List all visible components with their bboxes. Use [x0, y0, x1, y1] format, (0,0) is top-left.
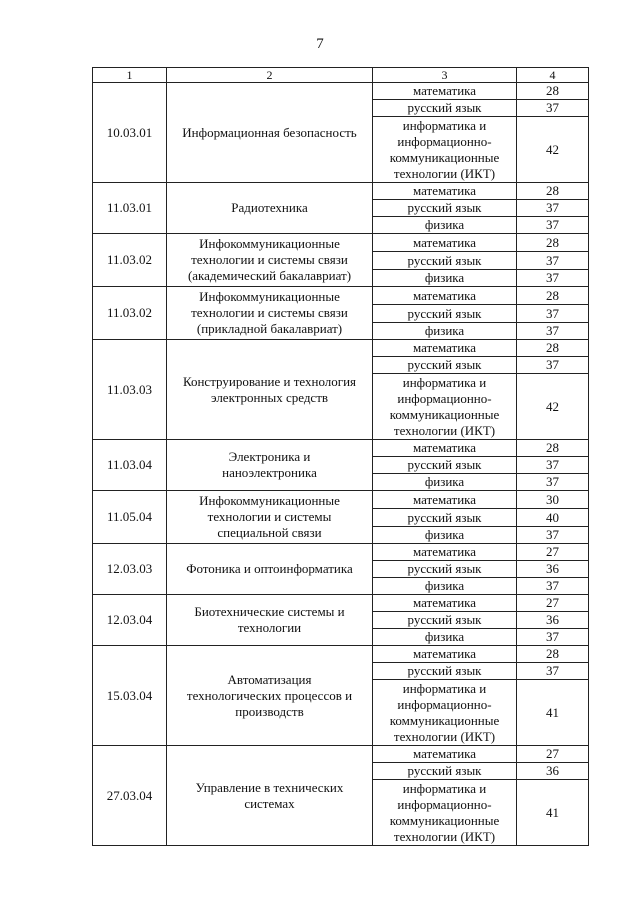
program-code: 10.03.01 — [93, 83, 167, 183]
min-score: 37 — [517, 100, 589, 117]
subject-name: русский язык — [373, 612, 517, 629]
program-name: Инфокоммуникационные технологии и системы связи (прикладной бакалавриат) — [167, 287, 373, 340]
header-col-2: 2 — [167, 68, 373, 83]
table-row — [93, 491, 589, 509]
program-name: Управление в технических системах — [167, 746, 373, 846]
subject-name: математика — [373, 440, 517, 457]
min-score: 27 — [517, 544, 589, 561]
subject-name: русский язык — [373, 457, 517, 474]
subject-name: физика — [373, 527, 517, 544]
table-row — [93, 83, 589, 100]
min-score: 28 — [517, 234, 589, 252]
min-score: 37 — [517, 200, 589, 217]
program-code: 11.03.02 — [93, 287, 167, 340]
page-number: 7 — [316, 36, 324, 52]
program-code: 11.03.03 — [93, 340, 167, 440]
min-score: 36 — [517, 763, 589, 780]
min-score: 37 — [517, 629, 589, 646]
table-row — [93, 340, 589, 357]
min-score: 37 — [517, 457, 589, 474]
min-score: 36 — [517, 561, 589, 578]
min-score: 42 — [517, 374, 589, 440]
min-score: 30 — [517, 491, 589, 509]
table-row — [93, 746, 589, 763]
subject-name: русский язык — [373, 561, 517, 578]
min-score: 28 — [517, 440, 589, 457]
program-code: 12.03.04 — [93, 595, 167, 646]
program-name: Информационная безопасность — [167, 83, 373, 183]
subject-name: русский язык — [373, 252, 517, 270]
min-score: 42 — [517, 117, 589, 183]
min-score: 37 — [517, 357, 589, 374]
subject-name: русский язык — [373, 200, 517, 217]
min-score: 28 — [517, 83, 589, 100]
table-row — [93, 544, 589, 561]
min-score: 37 — [517, 527, 589, 544]
min-score: 37 — [517, 663, 589, 680]
subject-name: математика — [373, 183, 517, 200]
min-score: 41 — [517, 780, 589, 846]
subject-name: информатика и информационно-коммуникационные технологии (ИКТ) — [373, 680, 517, 746]
subject-name: физика — [373, 323, 517, 340]
subject-name: математика — [373, 491, 517, 509]
min-score: 37 — [517, 217, 589, 234]
table-body — [93, 68, 589, 846]
min-score: 28 — [517, 183, 589, 200]
program-name: Биотехнические системы и технологии — [167, 595, 373, 646]
subject-name: математика — [373, 646, 517, 663]
admission-scores-table — [92, 67, 589, 846]
program-code: 15.03.04 — [93, 646, 167, 746]
subject-name: математика — [373, 234, 517, 252]
min-score: 37 — [517, 323, 589, 340]
program-name: Радиотехника — [167, 183, 373, 234]
subject-name: русский язык — [373, 509, 517, 527]
subject-name: русский язык — [373, 305, 517, 323]
header-col-4: 4 — [517, 68, 589, 83]
program-name: Электроника и наноэлектроника — [167, 440, 373, 491]
program-code: 27.03.04 — [93, 746, 167, 846]
header-col-1: 1 — [93, 68, 167, 83]
subject-name: математика — [373, 83, 517, 100]
program-name: Инфокоммуникационные технологии и системы связи (академический бакалавриат) — [167, 234, 373, 287]
subject-name: физика — [373, 217, 517, 234]
min-score: 37 — [517, 270, 589, 287]
table-row — [93, 646, 589, 663]
subject-name: математика — [373, 340, 517, 357]
min-score: 37 — [517, 305, 589, 323]
program-name: Конструирование и технология электронных средств — [167, 340, 373, 440]
program-name: Фотоника и оптоинформатика — [167, 544, 373, 595]
min-score: 28 — [517, 340, 589, 357]
subject-name: информатика и информационно-коммуникационные технологии (ИКТ) — [373, 117, 517, 183]
min-score: 40 — [517, 509, 589, 527]
subject-name: русский язык — [373, 763, 517, 780]
subject-name: русский язык — [373, 663, 517, 680]
table-row — [93, 234, 589, 252]
min-score: 28 — [517, 646, 589, 663]
table-row — [93, 287, 589, 305]
min-score: 27 — [517, 746, 589, 763]
subject-name: русский язык — [373, 100, 517, 117]
subject-name: математика — [373, 595, 517, 612]
program-code: 11.03.04 — [93, 440, 167, 491]
program-name: Автоматизация технологических процессов и производств — [167, 646, 373, 746]
program-code: 11.03.01 — [93, 183, 167, 234]
header-col-3: 3 — [373, 68, 517, 83]
min-score: 37 — [517, 578, 589, 595]
min-score: 27 — [517, 595, 589, 612]
min-score: 37 — [517, 252, 589, 270]
subject-name: информатика и информационно-коммуникационные технологии (ИКТ) — [373, 780, 517, 846]
subject-name: информатика и информационно-коммуникационные технологии (ИКТ) — [373, 374, 517, 440]
min-score: 41 — [517, 680, 589, 746]
subject-name: физика — [373, 474, 517, 491]
subject-name: математика — [373, 287, 517, 305]
program-name: Инфокоммуникационные технологии и системы специальной связи — [167, 491, 373, 544]
program-code: 11.05.04 — [93, 491, 167, 544]
program-code: 12.03.03 — [93, 544, 167, 595]
min-score: 28 — [517, 287, 589, 305]
table-row — [93, 183, 589, 200]
header-row — [93, 68, 589, 83]
subject-name: математика — [373, 544, 517, 561]
subject-name: математика — [373, 746, 517, 763]
subject-name: физика — [373, 578, 517, 595]
subject-name: физика — [373, 629, 517, 646]
table-row — [93, 440, 589, 457]
program-code: 11.03.02 — [93, 234, 167, 287]
subject-name: русский язык — [373, 357, 517, 374]
subject-name: физика — [373, 270, 517, 287]
min-score: 36 — [517, 612, 589, 629]
table-row — [93, 595, 589, 612]
min-score: 37 — [517, 474, 589, 491]
